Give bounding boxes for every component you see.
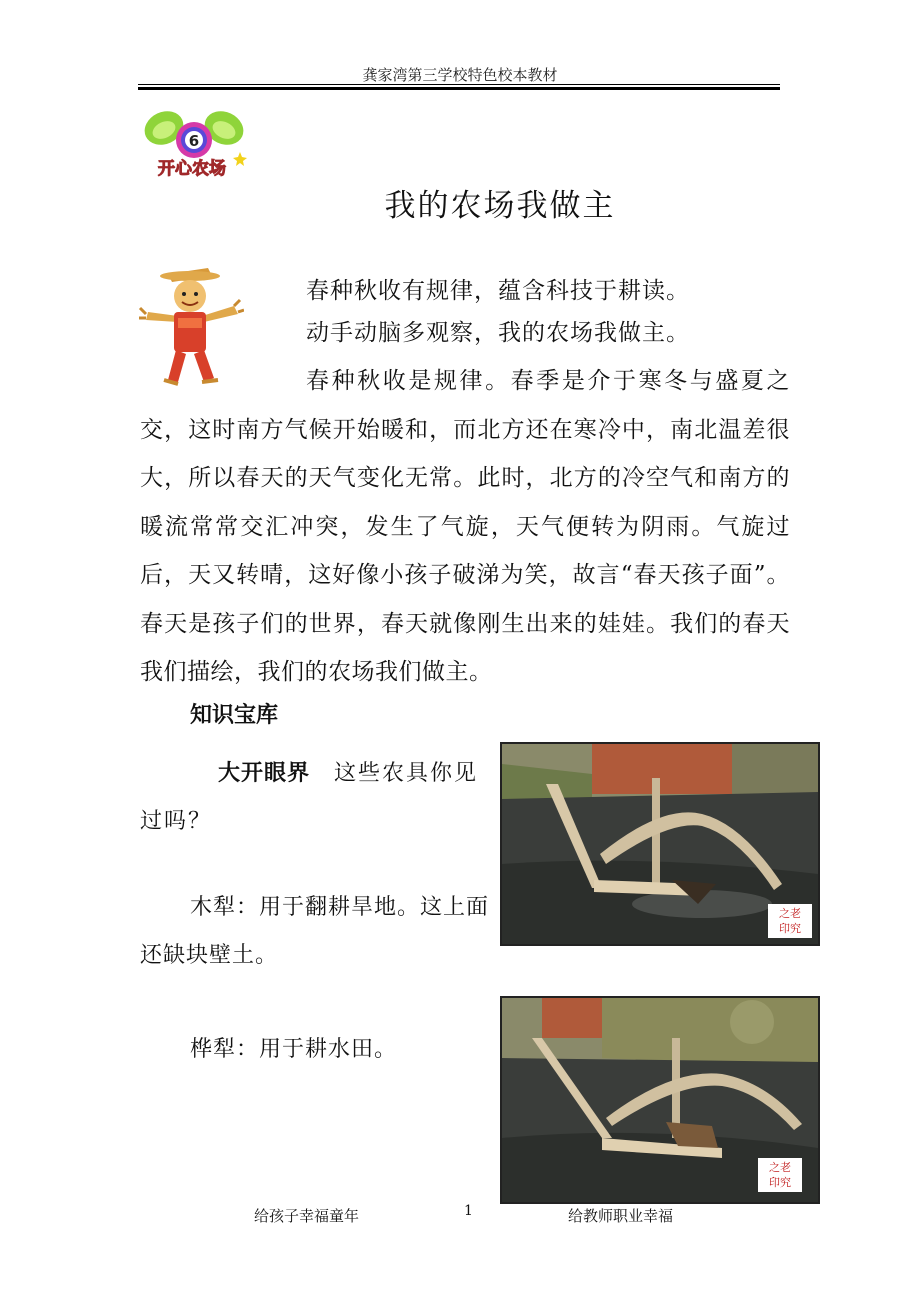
- poem-line-2: 动手动脑多观察，我的农场我做主。: [306, 320, 690, 346]
- footer-right: 给教师职业幸福: [568, 1207, 674, 1225]
- happy-farm-logo: [142, 104, 248, 184]
- logo-text: 开心农场: [158, 159, 226, 179]
- page-title: 我的农场我做主: [384, 188, 616, 224]
- page-number: 1: [464, 1203, 473, 1219]
- logo-number: 6: [188, 132, 200, 150]
- water-plow-description: 桦犁：用于耕水田。: [190, 1037, 398, 1062]
- wood-plow-description: 木犁：用于翻耕旱地。这上面还缺块壁土。: [140, 895, 490, 968]
- header-rule-thick: [138, 87, 780, 90]
- eyes-open-label: 大开眼界: [218, 761, 311, 786]
- stamp-bottom-text: 印究: [769, 1176, 791, 1189]
- stamp-bottom-text: 印究: [779, 922, 801, 935]
- footer-left: 给孩子幸福童年: [254, 1207, 360, 1225]
- section-heading: 知识宝库: [190, 703, 279, 728]
- water-plow-photo: [500, 996, 820, 1204]
- eyes-open-block: [140, 750, 492, 846]
- running-header: 龚家湾第三学校特色校本教材: [362, 66, 558, 84]
- header-rule-thin: [138, 84, 780, 85]
- stamp-top-text: 之老: [769, 1161, 791, 1174]
- intro-paragraph: 春种秋收是规律。春季是介于寒冬与盛夏之交，这时南方气候开始暖和，而北方还在寒冷中，南北温差很大，所以春天的天气变化无常。此时，北方的冷空气和南方的暖流常常交汇冲突，发生了气旋，天气便转为阴雨。气旋过后，天又转晴，这好像小孩子破涕为笑，故言“春天孩子面”。春天是孩子们的世界，春天就像刚生出来的娃娃。我们的春天我们描绘，我们的农场我们做主。: [140, 368, 790, 685]
- eyes-open-text: 这些农具你见过吗？: [140, 761, 479, 834]
- stamp-top-text: 之老: [779, 907, 801, 920]
- poem-line-1: 春种秋收有规律，蕴含科技于耕读。: [306, 278, 690, 304]
- wood-plow-photo: [500, 742, 820, 946]
